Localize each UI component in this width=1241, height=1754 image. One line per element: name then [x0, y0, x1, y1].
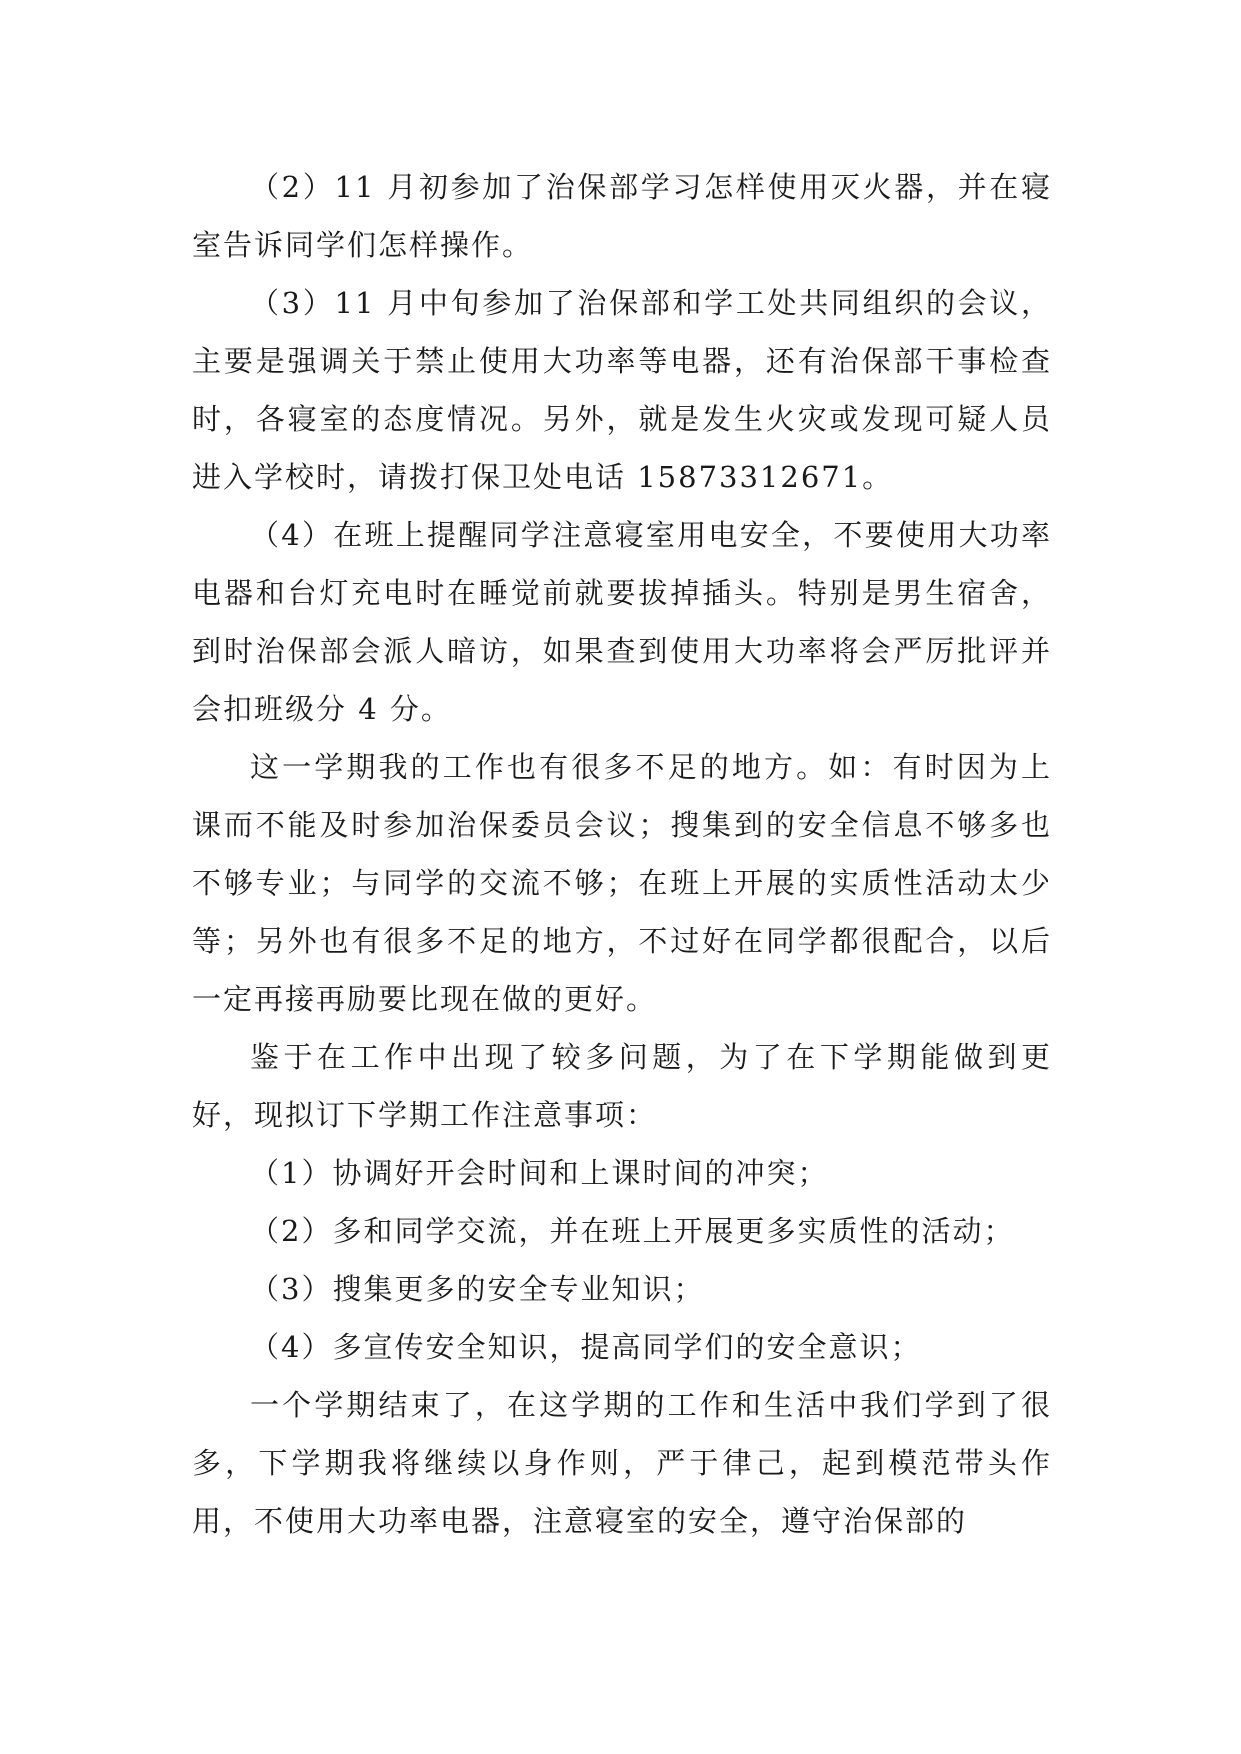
paragraph-item-2-training: （2）11 月初参加了治保部学习怎样使用灭火器，并在寝室告诉同学们怎样操作。	[192, 170, 1052, 262]
list-item-plan-4: （4）多宣传安全知识，提高同学们的安全意识；	[250, 1330, 922, 1364]
list-item-plan-1: （1）协调好开会时间和上课时间的冲突；	[250, 1156, 829, 1190]
list-item-plan-2: （2）多和同学交流，并在班上开展更多实质性的活动；	[250, 1214, 1015, 1248]
paragraph-next-term-intro: 鉴于在工作中出现了较多问题，为了在下学期能做到更好，现拟订下学期工作注意事项：	[192, 1040, 1052, 1132]
document-body	[192, 158, 1052, 1550]
paragraph-item-3-meeting: （3）11 月中旬参加了治保部和学工处共同组织的会议，主要是强调关于禁止使用大功率等电器，还有治保部干事检查时，各寝室的态度情况。另外，就是发生火灾或发现可疑人员进入学校时，请拨打保卫处电话 15873312671。	[192, 286, 1052, 494]
paragraph-item-4-reminder: （4）在班上提醒同学注意寝室用电安全，不要使用大功率电器和台灯充电时在睡觉前就要拔掉插头。特别是男生宿舍，到时治保部会派人暗访，如果查到使用大功率将会严厉批评并会扣班级分 4 分。	[192, 518, 1052, 726]
paragraph-shortcomings: 这一学期我的工作也有很多不足的地方。如：有时因为上课而不能及时参加治保委员会议；搜集到的安全信息不够多也不够专业；与同学的交流不够；在班上开展的实质性活动太少等；另外也有很多不足的地方，不过好在同学都很配合，以后一定再接再励要比现在做的更好。	[192, 750, 1052, 1016]
paragraph-conclusion: 一个学期结束了，在这学期的工作和生活中我们学到了很多，下学期我将继续以身作则，严于律己，起到模范带头作用，不使用大功率电器，注意寝室的安全，遵守治保部的	[192, 1388, 1052, 1538]
list-item-plan-3: （3）搜集更多的安全专业知识；	[250, 1272, 705, 1306]
